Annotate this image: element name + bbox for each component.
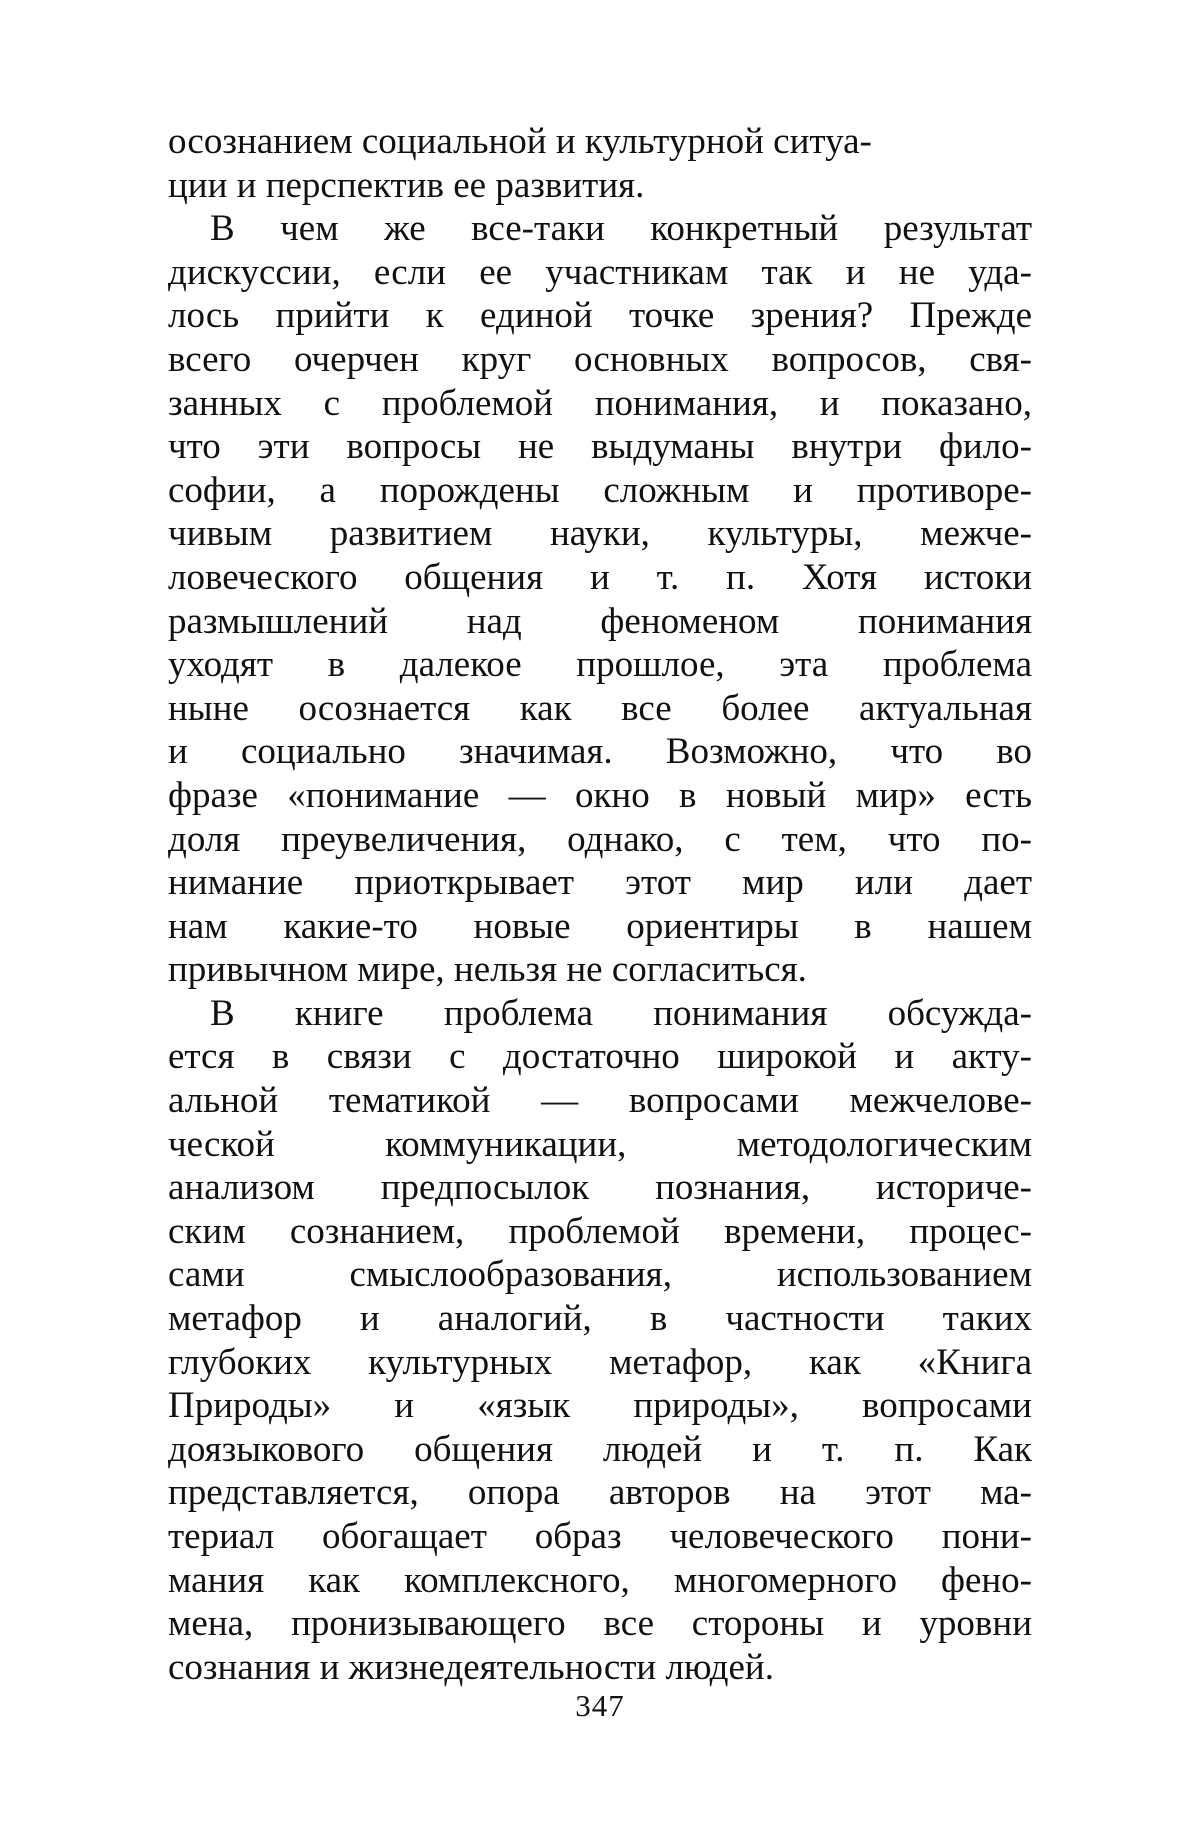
text-line: и социально значимая. Возможно, что во: [168, 731, 1032, 773]
text-line: размышлений над феноменом понимания: [168, 600, 1032, 642]
text-line: сознания и жизнедеятельности людей.: [168, 1646, 774, 1688]
page-number: 347: [575, 1688, 625, 1723]
text-line: доля преувеличения, однако, с тем, что по-: [168, 818, 1032, 860]
paragraph-start-line: В книге проблема понимания обсужда-: [210, 992, 1032, 1034]
text-line: осознанием социальной и культурной ситуа-: [168, 121, 872, 162]
text-line: представляется, опора авторов на этот ма-: [168, 1472, 1032, 1514]
text-line: всего очерчен круг основных вопросов, свя-: [168, 338, 1032, 380]
text-line: сами смыслообразования, использованием: [168, 1254, 1032, 1296]
text-line: занных с проблемой понимания, и показано,: [168, 382, 1032, 424]
text-line: ныне осознается как все более актуальная: [168, 687, 1032, 729]
text-line: мена, пронизывающего все стороны и уровни: [168, 1603, 1032, 1645]
text-line: ется в связи с достаточно широкой и акту-: [168, 1036, 1032, 1078]
text-line: альной тематикой — вопросами межчелове-: [168, 1080, 1032, 1122]
text-line: нам какие-то новые ориентиры в нашем: [168, 905, 1032, 947]
text-line: анализом предпосылок познания, историче-: [168, 1167, 1032, 1209]
text-line: доязыкового общения людей и т. п. Как: [168, 1428, 1032, 1470]
text-line: чивым развитием науки, культуры, межче-: [168, 513, 1032, 555]
text-line: лось прийти к единой точке зрения? Прежде: [168, 295, 1032, 337]
text-line: ческой коммуникации, методологическим: [168, 1123, 1032, 1165]
text-line: Природы» и «язык природы», вопросами: [168, 1385, 1032, 1427]
text-line: ции и перспектив ее развития.: [168, 164, 645, 206]
text-line: дискуссии, если ее участникам так и не уда-: [168, 251, 1032, 293]
text-line: мания как комплексного, многомерного фено-: [168, 1559, 1032, 1601]
body-text: [168, 120, 1032, 1689]
text-line: ским сознанием, проблемой времени, процес-: [168, 1210, 1032, 1252]
text-line: софии, а порождены сложным и противоре-: [168, 469, 1032, 511]
text-line: нимание приоткрывает этот мир или дает: [168, 862, 1032, 904]
text-line: метафор и аналогий, в частности таких: [168, 1298, 1032, 1340]
text-line: уходят в далекое прошлое, эта проблема: [168, 644, 1032, 686]
text-line: глубоких культурных метафор, как «Книга: [168, 1341, 1032, 1383]
paragraph-start-line: В чем же все-таки конкретный результат: [210, 208, 1032, 250]
text-line: фразе «понимание — окно в новый мир» есть: [168, 774, 1032, 816]
text-line: привычном мире, нельзя не согласиться.: [168, 949, 807, 991]
text-line: ловеческого общения и т. п. Хотя истоки: [168, 556, 1032, 598]
text-line: териал обогащает образ человеческого пони-: [168, 1516, 1032, 1557]
text-line: что эти вопросы не выдуманы внутри фило-: [168, 426, 1032, 468]
